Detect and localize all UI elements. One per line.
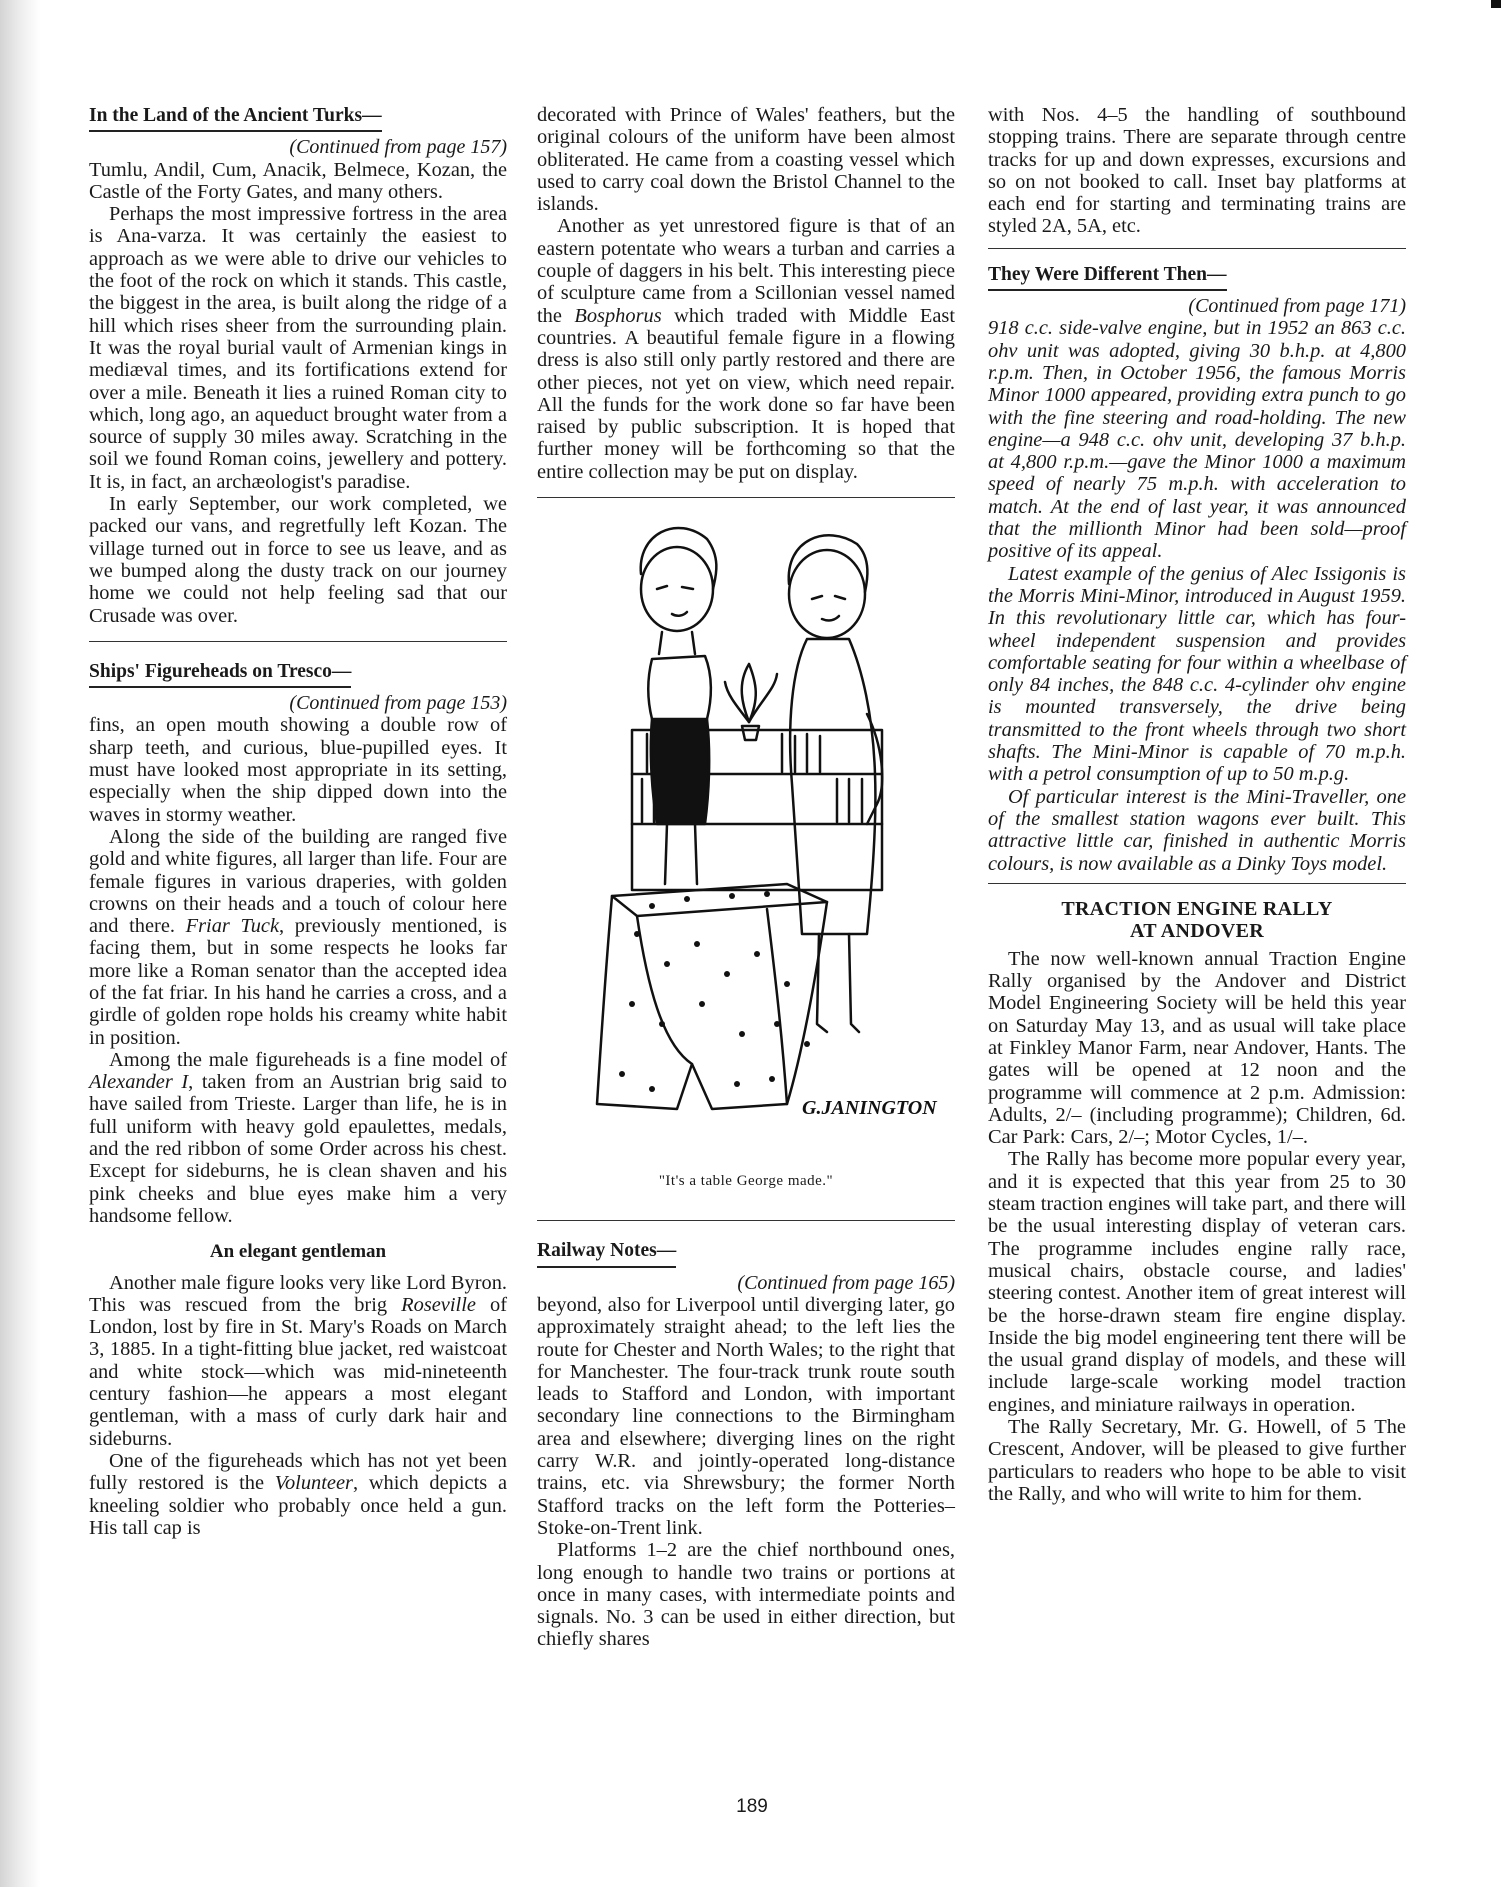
scan-edge-shading xyxy=(0,0,40,1887)
article-title-ships: Ships' Figureheads on Tresco— xyxy=(89,661,351,688)
continued-note: (Continued from page 171) xyxy=(1188,295,1406,318)
section-divider xyxy=(988,883,1406,884)
continued-note: (Continued from page 165) xyxy=(737,1271,955,1294)
paragraph: Perhaps the most impressive fortress in the area is Ana-varza. It was certainly the easiest to approach as we were able to drive our vehicles to the foot of the rock on which it stands. This castle, the biggest in the area, is built along the ridge of a hill which rises sheer from the surrounding plain. It was the royal burial vault of Armenian kings in mediæval times, and its fortifications extend for over a mile. Beneath it lies a ruined Roman city to which, long ago, an aqueduct brought water from a source of supply 30 miles away. Scratching in the soil we found Roman coins, jewellery and pottery. It is, in fact, an archæologist's paradise. xyxy=(89,203,507,493)
column-middle xyxy=(537,104,955,1651)
paragraph: Platforms 1–2 are the chief northbound ones, long enough to handle two trains or portions at once in many cases, with intermediate points and signals. No. 3 can be used in either direction, but chiefly shares xyxy=(537,1539,955,1651)
paragraph: Tumlu, Andil, Cum, Anacik, Belmece, Kozan, the Castle of the Forty Gates, and many others. xyxy=(89,158,507,203)
section-divider xyxy=(537,1220,955,1221)
text-run: Another as yet unrestored figure is that of an eastern potentate who wears a turban and carries a couple of daggers in his belt. This interesting piece of sculpture came from a Scillonian vessel named the xyxy=(537,215,955,327)
continued-note: (Continued from page 153) xyxy=(289,692,507,715)
article-title-rally xyxy=(988,898,1406,942)
woman-left-head xyxy=(641,547,713,631)
ship-name: Bosphorus xyxy=(574,304,662,327)
cartoon-signature: G.JANINGTON xyxy=(802,1097,937,1120)
text-run: One of the figureheads which has not yet been fully restored is the xyxy=(89,1449,507,1495)
article-title-turks: In the Land of the Ancient Turks— xyxy=(89,105,382,132)
paragraph: Of particular interest is the Mini-Traveller, one of the smallest station wagons ever built. This attractive little car, finished in authentic Morris colours, is now available as a Dinky Toys model. xyxy=(988,785,1406,875)
text-run: Along the side of the building are ranged five gold and white figures, all larger than life. Four are female figures in various draperies, with golden crowns on their heads and a touch of colour here and there. xyxy=(89,825,507,938)
continued-note: (Continued from page 157) xyxy=(289,136,507,159)
woman-right-head xyxy=(789,550,865,638)
rally-title-line-1: TRACTION ENGINE RALLY xyxy=(1061,897,1333,920)
article-title-different: They Were Different Then— xyxy=(988,264,1227,291)
section-divider xyxy=(988,248,1406,249)
cartoon-caption: "It's a table George made." xyxy=(658,1173,834,1190)
column-left xyxy=(89,104,507,1539)
paragraph: beyond, also for Liverpool until diverging later, go approximately straight ahead; to the left lies the route for Chester and North Wales; to the right that for Manchester. The four-track trunk route south leads to Stafford and London, with important secondary line connections to the Birmingham area and elsewhere; diverging lines on the right carry W.R. and jointly-operated long-distance trains, etc. via Shrewsbury; the former North Stafford tracks on the left form the Potteries–Stoke-on-Trent link. xyxy=(537,1293,955,1539)
text-run: of London, lost by fire in St. Mary's Roads on March 3, 1885. In a tight-fitting blue jacket, red waistcoat and white stock—which was mid-nineteenth century fashion—he appears a most elegant gentleman, with a mass of curly dark hair and sideburns. xyxy=(89,1293,507,1450)
paragraph xyxy=(89,1272,507,1450)
article-title-railway: Railway Notes— xyxy=(537,1240,676,1267)
scan-corner-mark xyxy=(1491,0,1501,8)
text-run: which traded with Middle East countries. A beautiful female figure in a flowing dress is also still only partly restored and there are other pieces, not yet on view, which need repair. All the funds for the work done so far have been raised by public subscription. It is hoped that further money will be forthcoming so that the entire collection may be put on display. xyxy=(537,304,956,483)
section-divider xyxy=(89,641,507,642)
paragraph xyxy=(89,1049,507,1227)
page-number: 189 xyxy=(736,1796,768,1817)
paragraph: fins, an open mouth showing a double row of sharp teeth, and curious, blue-pupilled eyes. It must have looked most appropriate in its setting, especially when the ship dipped down into the waves in stormy weather. xyxy=(89,714,507,826)
ship-name: Roseville xyxy=(401,1293,476,1316)
text-run: , taken from an Austrian brig said to have sailed from Trieste. Larger than life, he is in full uniform with heavy gold epaulettes, medals, and the red ribbon of some Order across his chest. Except for sideburns, he is clean shaven and his pink cheeks and blue eyes make him a very handsome fellow. xyxy=(89,1071,507,1227)
paragraph: In early September, our work completed, we packed our vans, and regretfully left Kozan. The village turned out in force to see us leave, and as we bumped along the dusty track on our journey home we could not help feeling sad that our Crusade was over. xyxy=(89,493,507,627)
cartoon-illustration xyxy=(537,504,955,1164)
ship-name: Volunteer xyxy=(274,1472,353,1495)
paragraph: The now well-known annual Traction Engine Rally organised by the Andover and District Model Engineering Society will be held this year on Saturday May 13, and as usual will take place at Finkley Manor Farm, near Andover, Hants. The gates will be opened at 12 noon and the programme will commence at 2 p.m. Admission: Adults, 2/– (including programme); Children, 6d. Car Park: Cars, 2/–; Motor Cycles, 1/–. xyxy=(988,947,1406,1149)
column-right xyxy=(988,104,1406,1505)
text-run: Among the male figureheads is a fine model of xyxy=(109,1048,507,1071)
paragraph: with Nos. 4–5 the handling of southbound stopping trains. There are separate through centre tracks for up and down expresses, excursions and so on not booked to call. Inset bay platforms at each end for starting and terminating trains are styled 2A, 5A, etc. xyxy=(988,104,1406,238)
text-run: , which depicts a kneeling soldier who probably once held a gun. His tall cap is xyxy=(89,1472,508,1539)
paragraph: decorated with Prince of Wales' feathers, but the original colours of the uniform have been almost obliterated. He came from a coasting vessel which used to carry coal down the Bristol Channel to the islands. xyxy=(537,104,955,216)
paragraph: The Rally Secretary, Mr. G. Howell, of 5 The Crescent, Andover, will be pleased to give further particulars to readers who hope to be able to visit the Rally, and who will write to him for them. xyxy=(988,1416,1406,1505)
tablecloth-dots xyxy=(619,891,810,1092)
text-run: , previously mentioned, is facing them, but in some respects he looks far more like a Roman senator than the accepted idea of the fat friar. In his hand he carries a cross, and a girdle of golden rope holds his creamy white habit in position. xyxy=(89,915,507,1049)
paragraph xyxy=(89,826,507,1049)
subheading: An elegant gentleman xyxy=(209,1241,387,1263)
section-divider xyxy=(537,497,955,498)
woman-left-top xyxy=(648,656,711,719)
paragraph: The Rally has become more popular every year, and it is expected that this year from 25 to 30 steam traction engines will take part, and there will be the usual interesting display of veteran cars. The programme includes engine rally race, musical chairs, obstacle course, and ladies' steering contest. Another item of great interest will be the horse-drawn steam fire engine display. Inside the big model engineering tent there will be the usual grand display of models, and these will include large-scale working model traction engines, and miniature railways in operation. xyxy=(988,1148,1406,1416)
paragraph: Latest example of the genius of Alec Issigonis is the Morris Mini-Minor, introduced in August 1959. In this revolutionary little car, which has four-wheel independent suspension and provides comfortable seating for four within a wheelbase of only 84 inches, the 848 c.c. 4-cylinder ohv engine is mounted transversely, the drive being transmitted to the front wheels through two short shafts. The Mini-Minor is capable of 70 m.p.h. with a petrol consumption of up to 50 m.p.g. xyxy=(988,562,1406,786)
ship-name: Friar Tuck xyxy=(185,915,280,938)
paragraph xyxy=(89,1450,507,1539)
paragraph xyxy=(537,215,955,483)
rally-title-line-2: AT ANDOVER xyxy=(1130,919,1264,942)
text-run: Another male figure looks very like Lord Byron. This was rescued from the brig xyxy=(89,1271,507,1316)
ship-name: Alexander I xyxy=(89,1071,189,1094)
paragraph: 918 c.c. side-valve engine, but in 1952 an 863 c.c. ohv unit was adopted, giving 30 b.h.p. at 4,800 r.p.m. Then, in October 1956, the famous Morris Minor 1000 appeared, providing extra punch to go with the fine steering and road-holding. The new engine—a 948 c.c. ohv unit, developing 37 b.h.p. at 4,800 r.p.m.—gave the Minor 1000 a maximum speed of nearly 75 m.p.h. with acceleration to match. At the end of last year, it was announced that the millionth Minor had been sold—proof positive of its appeal. xyxy=(988,317,1406,563)
